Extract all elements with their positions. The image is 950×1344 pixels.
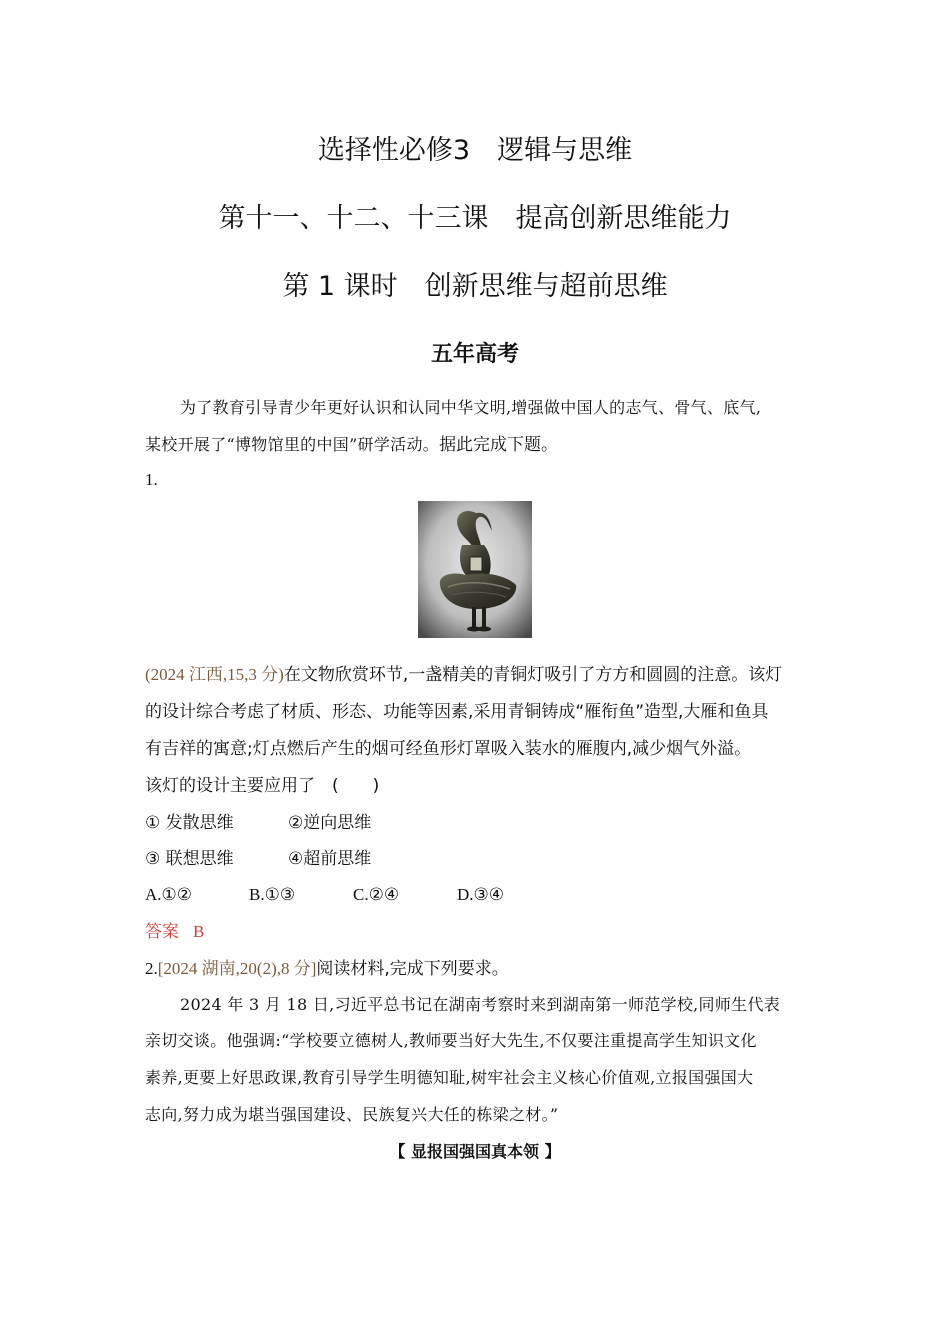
- material-line-1: 2024 年 3 月 18 日,习近平总书记在湖南考察时来到湖南第一师范学校,同师生代表: [180, 995, 781, 1014]
- item-2: ②逆向思维: [288, 813, 372, 833]
- choice-c: C.②④: [353, 885, 400, 904]
- question-1-stem-text-1: 在文物欣赏环节,一盏精美的青铜灯吸引了方方和圆圆的注意。该灯: [283, 665, 783, 685]
- item-3: ③ 联想思维: [145, 849, 234, 869]
- lesson-title: 第 1 课时 创新思维与超前思维: [282, 271, 668, 302]
- question-2-header: [145, 957, 810, 981]
- intro-line-2b: 据此完成下题。: [439, 435, 559, 455]
- subheading: 【 显报国强国真本领 】: [389, 1142, 561, 1161]
- question-1-stem-3: 有吉祥的寓意;灯点燃后产生的烟可经鱼形灯罩吸入装水的雁腹内,减少烟气外溢。: [145, 739, 752, 759]
- bronze-goose-lamp-image: [418, 501, 532, 638]
- item-1: ① 发散思维: [145, 813, 234, 833]
- choice-b: B.①③: [249, 885, 296, 904]
- question-1-prompt: 该灯的设计主要应用了 ( ): [145, 776, 380, 796]
- intro-line-1: 为了教育引导青少年更好认识和认同中华文明,增强做中国人的志气、骨气、底气,: [180, 398, 762, 417]
- question-1-answer: [145, 920, 810, 944]
- question-1-items-row-2: [145, 847, 810, 871]
- question-1-stem-2: 的设计综合考虑了材质、形态、功能等因素,采用青铜铸成“雁衔鱼”造型,大雁和鱼具: [145, 702, 769, 722]
- question-2-number: 2.: [145, 959, 158, 978]
- intro-line-2: [145, 433, 810, 457]
- material-line-3: 素养,更要上好思政课,教育引导学生明德知耻,树牢社会主义核心价值观,立报国强国大: [145, 1068, 754, 1087]
- intro-line-2a: 某校开展了“博物馆里的中国”研学活动。: [145, 435, 440, 454]
- question-2-instruction: 阅读材料,完成下列要求。: [316, 959, 509, 979]
- question-1-source: (2024 江西,15,3 分): [145, 665, 284, 684]
- answer-value: B: [193, 922, 205, 941]
- material-line-2: 亲切交谈。他强调:“学校要立德树人,教师要当好大先生,不仅要注重提高学生知识文化: [145, 1031, 757, 1050]
- question-1-choices: [145, 883, 810, 907]
- course-title: 选择性必修3 逻辑与思维: [317, 135, 633, 166]
- choice-d: D.③④: [457, 885, 505, 904]
- choice-a: A.①②: [145, 885, 193, 904]
- question-1-stem-1: [145, 663, 810, 687]
- item-4: ④超前思维: [288, 849, 372, 869]
- question-2-source: [2024 湖南,20(2),8 分]: [157, 959, 317, 978]
- section-heading: 五年高考: [430, 342, 519, 367]
- goose-lamp-picture: [418, 501, 532, 638]
- answer-label: 答案: [145, 922, 179, 942]
- material-line-4: 志向,努力成为堪当强国建设、民族复兴大任的栋梁之材。”: [145, 1105, 559, 1124]
- unit-title: 第十一、十二、十三课 提高创新思维能力: [218, 203, 732, 234]
- question-1-number: 1.: [145, 470, 158, 489]
- question-1-items-row-1: [145, 811, 810, 835]
